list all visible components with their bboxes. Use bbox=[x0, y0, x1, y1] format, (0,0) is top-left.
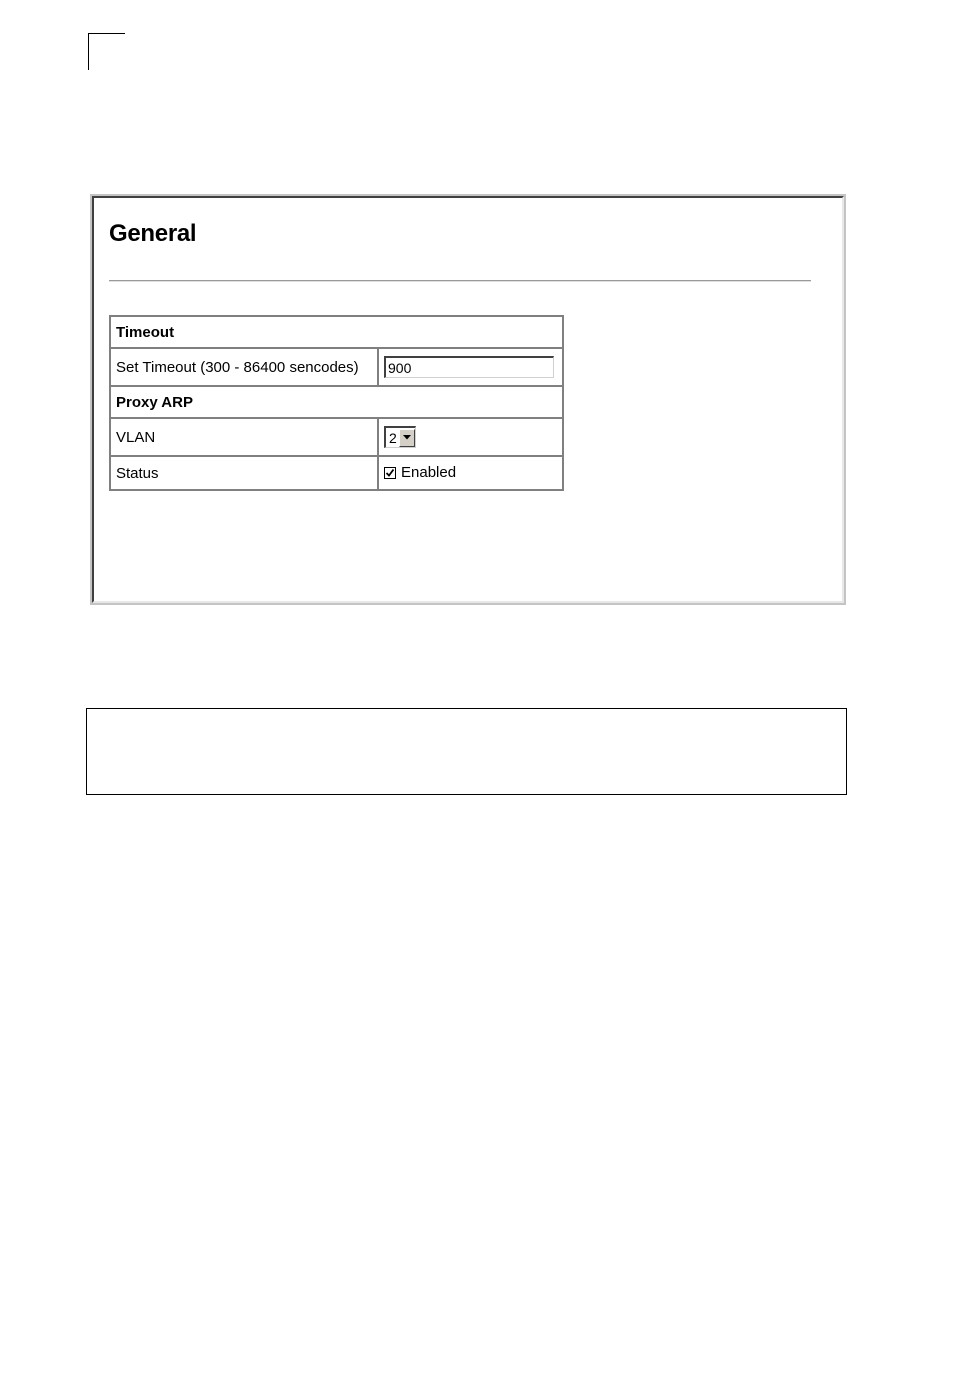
vlan-label: VLAN bbox=[110, 418, 378, 456]
chevron-down-icon bbox=[403, 435, 411, 440]
title-divider bbox=[109, 280, 811, 282]
dropdown-button[interactable] bbox=[399, 429, 415, 447]
vlan-select[interactable] bbox=[384, 426, 416, 448]
set-timeout-label: Set Timeout (300 - 86400 sencodes) bbox=[110, 348, 378, 386]
set-timeout-value-cell bbox=[378, 348, 563, 386]
status-value-cell bbox=[378, 456, 563, 490]
settings-table bbox=[109, 315, 564, 491]
timeout-section-row bbox=[110, 316, 563, 348]
timeout-section-header: Timeout bbox=[110, 316, 563, 348]
proxy-arp-section-row bbox=[110, 386, 563, 418]
status-label: Status bbox=[110, 456, 378, 490]
status-enabled-control[interactable] bbox=[384, 464, 456, 481]
crop-mark bbox=[88, 33, 125, 70]
vlan-value-cell bbox=[378, 418, 563, 456]
vlan-selected-value: 2 bbox=[389, 429, 397, 446]
screenshot-frame bbox=[90, 194, 846, 605]
vlan-row bbox=[110, 418, 563, 456]
set-timeout-row bbox=[110, 348, 563, 386]
status-row bbox=[110, 456, 563, 490]
status-checkbox[interactable] bbox=[384, 467, 396, 479]
page-title: General bbox=[109, 220, 197, 247]
proxy-arp-section-header: Proxy ARP bbox=[110, 386, 563, 418]
status-checkbox-label: Enabled bbox=[401, 464, 457, 482]
note-box bbox=[86, 708, 847, 795]
timeout-input[interactable] bbox=[384, 356, 554, 378]
web-page-panel bbox=[92, 196, 844, 603]
checkmark-icon bbox=[385, 468, 395, 478]
